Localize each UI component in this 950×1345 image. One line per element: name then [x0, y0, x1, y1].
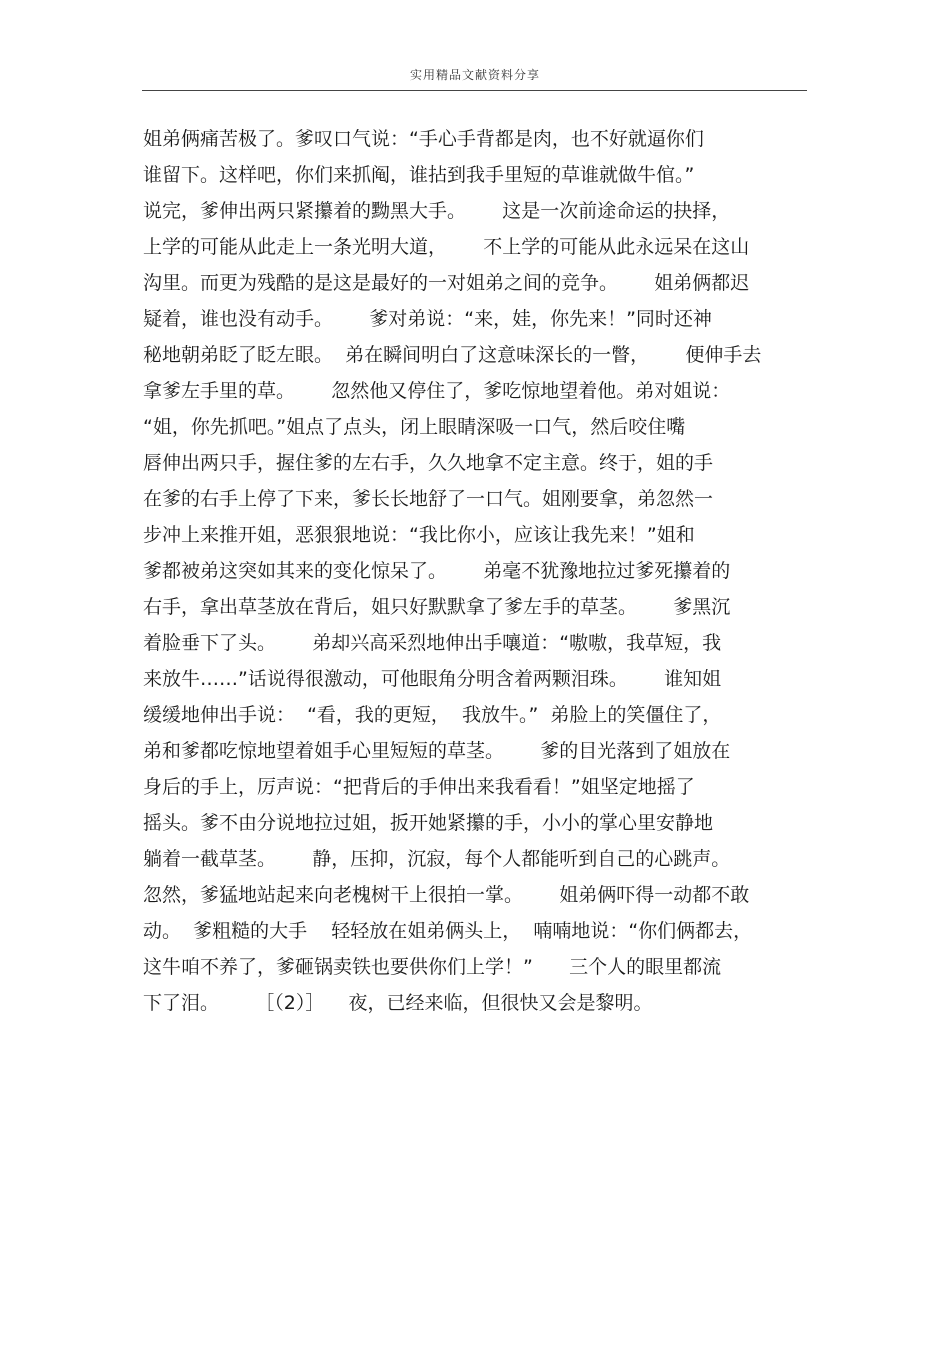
text-line: 躺着一截草茎。 静，压抑，沉寂，每个人都能听到自己的心跳声。 [143, 848, 731, 870]
text-line: 步冲上来推开姐，恶狠狠地说：“我比你小，应该让我先来！”姐和 [143, 524, 695, 546]
text-line: 弟和爹都吃惊地望着姐手心里短短的草茎。 爹的目光落到了姐放在 [143, 740, 731, 762]
text-line: 在爹的右手上停了下来，爹长长地舒了一口气。姐刚要拿，弟忽然一 [143, 488, 714, 510]
body-text [143, 121, 823, 1021]
text-line: 秘地朝弟眨了眨左眼。 弟在瞬间明白了这意味深长的一瞥， 便伸手去 [143, 344, 762, 366]
text-line: 着脸垂下了头。 弟却兴高采烈地伸出手嚷道：“嗷嗷，我草短，我 [143, 632, 722, 654]
text-line: 爹都被弟这突如其来的变化惊呆了。 弟毫不犹豫地拉过爹死攥着的 [143, 560, 731, 582]
text-line: 摇头。爹不由分说地拉过姐，扳开她紧攥的手，小小的掌心里安静地 [143, 812, 714, 834]
text-line: 姐弟俩痛苦极了。爹叹口气说：“手心手背都是肉，也不好就逼你们 [143, 128, 704, 150]
text-line: 谁留下。这样吧，你们来抓阄，谁拈到我手里短的草谁就做牛倌。” [143, 164, 695, 186]
text-line: 疑着，谁也没有动手。 爹对弟说：“来，娃，你先来！”同时还神 [143, 308, 712, 330]
page-header: 实用精品文献资料分享 [409, 68, 540, 82]
text-line: 上学的可能从此走上一条光明大道， 不上学的可能从此永远呆在这山 [143, 236, 750, 258]
text-line: 唇伸出两只手，握住爹的左右手，久久地拿不定主意。终于，姐的手 [143, 452, 714, 474]
text-line: 忽然，爹猛地站起来向老槐树干上很拍一掌。 姐弟俩吓得一动都不敢 [143, 884, 750, 906]
text-line: 下了泪。 ［（2）］ 夜，已经来临，但很快又会是黎明。 [143, 992, 653, 1014]
text-line: 拿爹左手里的草。 忽然他又停住了，爹吃惊地望着他。弟对姐说： [143, 380, 731, 402]
text-line: 沟里。而更为残酷的是这是最好的一对姐弟之间的竞争。 姐弟俩都迟 [143, 272, 750, 294]
text-line: 说完，爹伸出两只紧攥着的黝黑大手。 这是一次前途命运的抉择， [143, 200, 731, 222]
text-line: 来放牛……”话说得很激动，可他眼角分明含着两颗泪珠。 谁知姐 [143, 668, 722, 690]
text-line: 身后的手上，厉声说：“把背后的手伸出来我看看！”姐坚定地摇了 [143, 776, 695, 798]
text-line: 这牛咱不养了，爹砸锅卖铁也要供你们上学！” 三个人的眼里都流 [143, 956, 722, 978]
text-line: 右手，拿出草茎放在背后，姐只好默默拿了爹左手的草茎。 爹黑沉 [143, 596, 731, 618]
text-line: 动。 爹粗糙的大手 轻轻放在姐弟俩头上， 喃喃地说：“你们俩都去， [143, 920, 753, 942]
text-line: “姐，你先抓吧。”姐点了点头，闭上眼睛深吸一口气，然后咬住嘴 [143, 416, 686, 438]
header-divider [142, 90, 807, 91]
text-line: 缓缓地伸出手说： “看，我的更短， 我放牛。” 弟脸上的笑僵住了， [143, 704, 722, 726]
